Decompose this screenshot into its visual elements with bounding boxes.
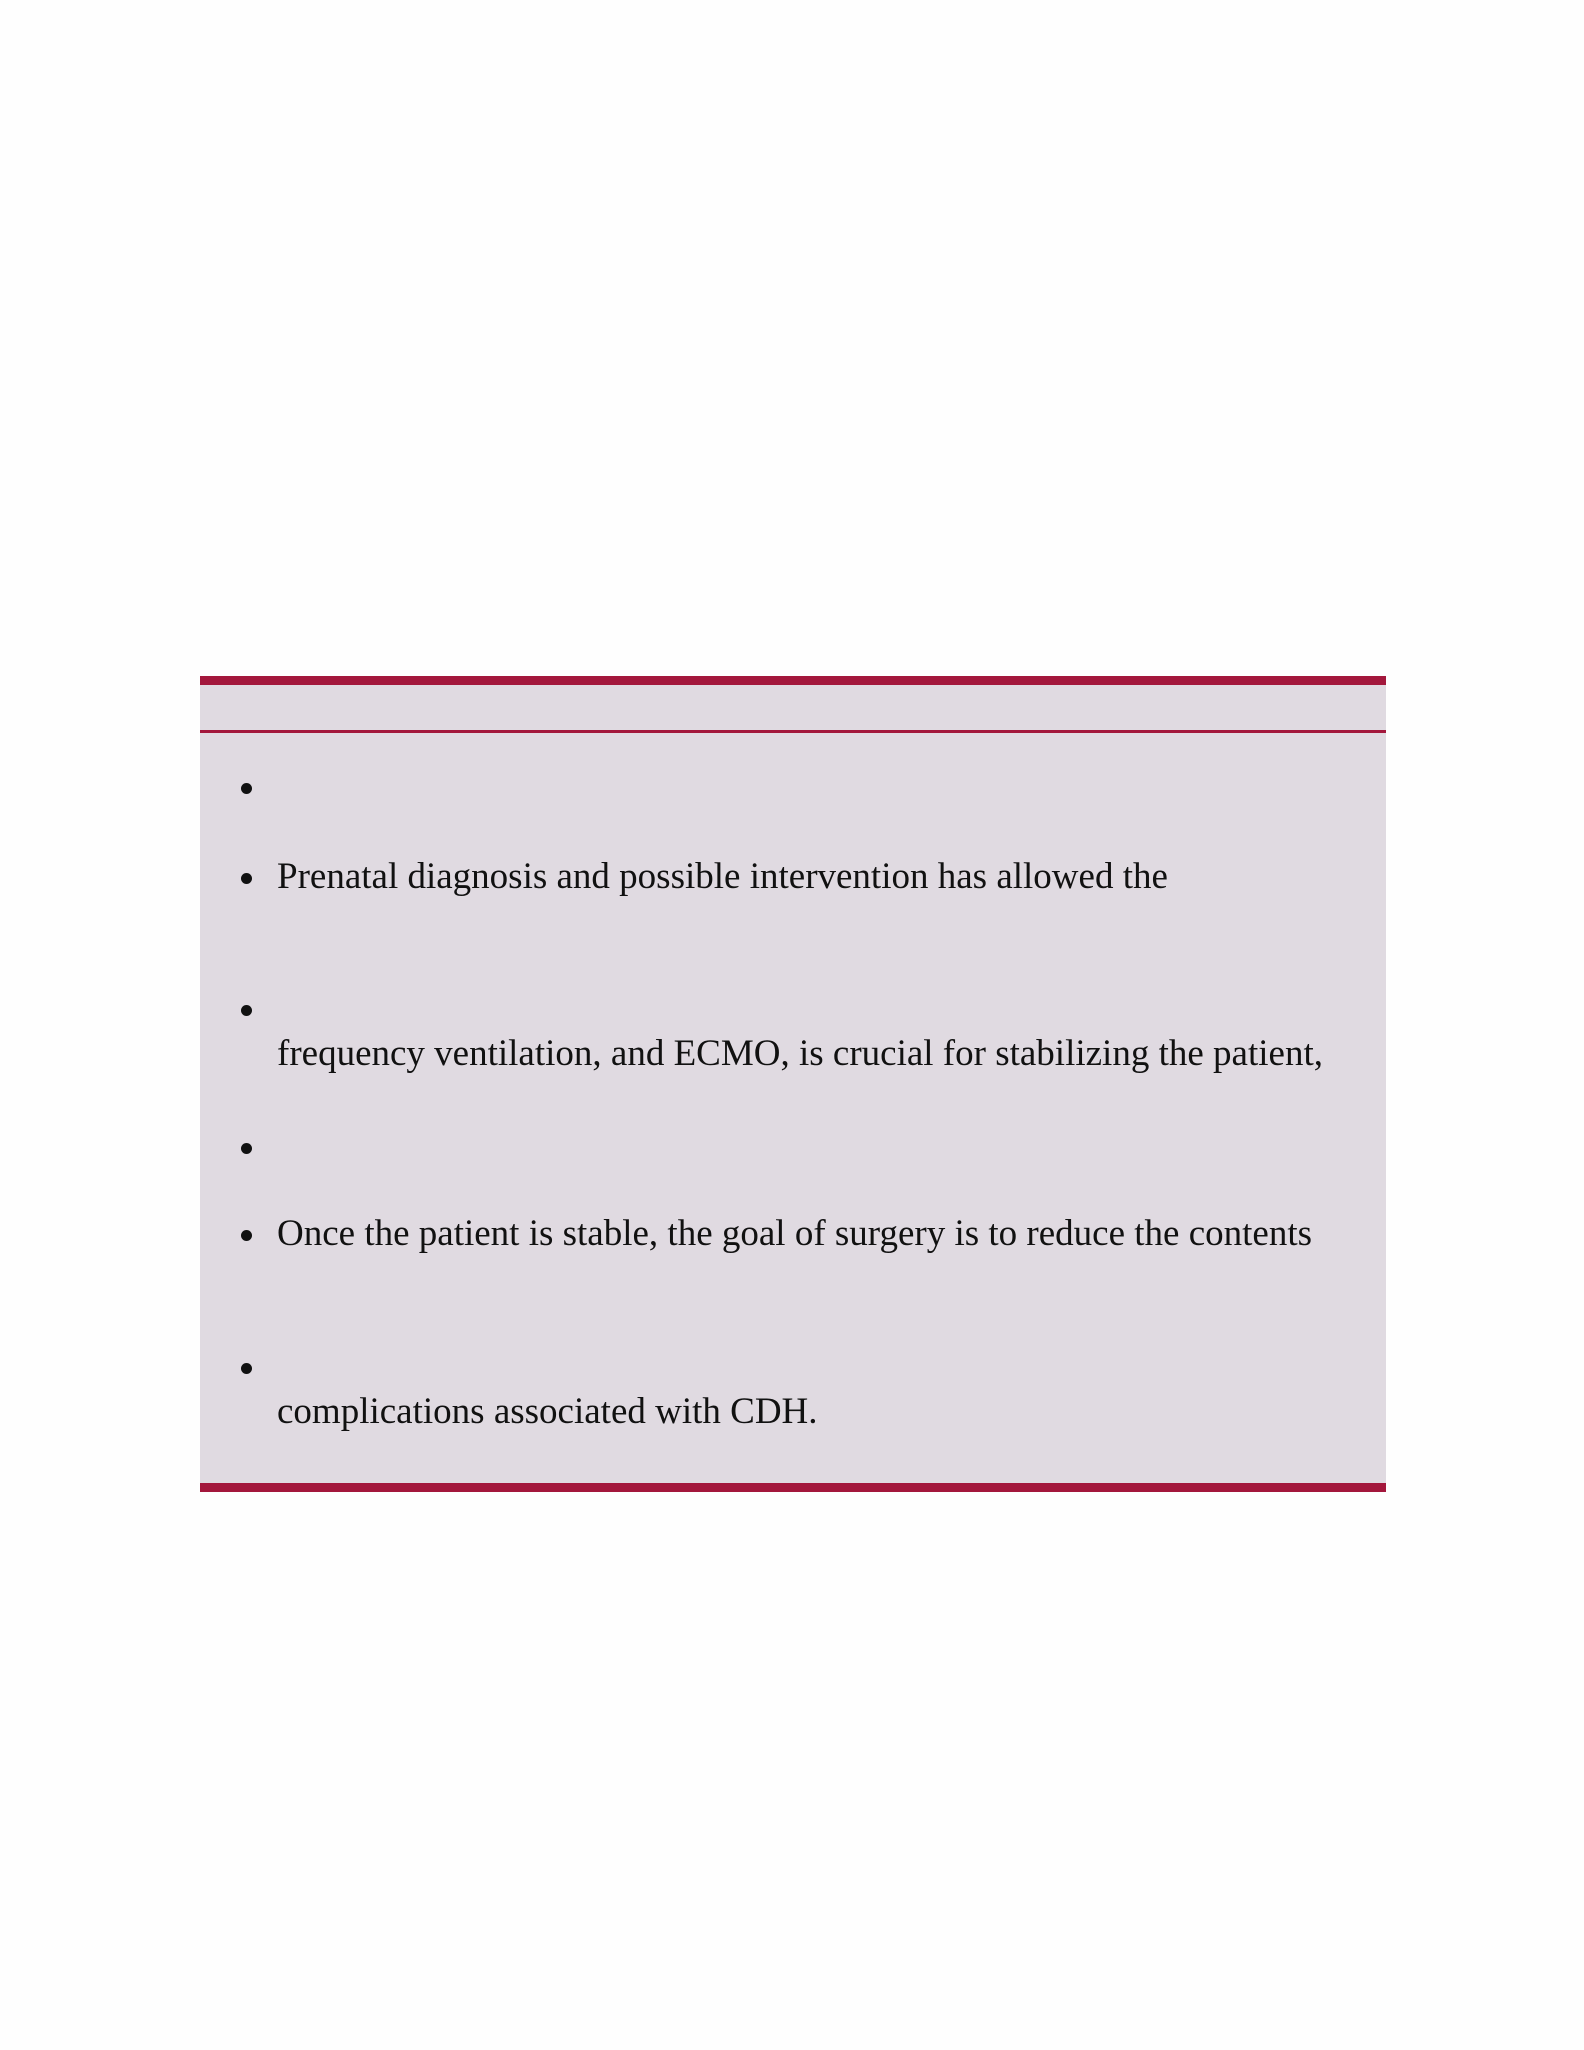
bullet-icon [241,1230,252,1241]
bullet-icon [241,873,252,884]
bullet-icon [241,1363,252,1374]
list-item [200,1127,1386,1167]
list-item [200,1347,1386,1387]
list-item-text: Once the patient is stable, the goal of surgery is to reduce the contents [277,1213,1313,1254]
bullet-icon [241,1005,252,1016]
box-title [200,685,1386,730]
list-item [200,857,1386,897]
continuation-text: frequency ventilation, and ECMO, is crucial for stabilizing the patient, [277,1033,1323,1074]
top-rule [200,676,1386,685]
list-item [200,989,1386,1029]
list-item [200,767,1386,807]
summary-box [200,676,1386,1492]
bottom-rule [200,1483,1386,1492]
bullet-icon [241,1143,252,1154]
list-item-text: Prenatal diagnosis and possible intervention has allowed the [277,856,1168,897]
bullet-list [200,733,1386,1473]
continuation-text: complications associated with CDH. [277,1391,818,1432]
bullet-icon [241,783,252,794]
list-item [200,1214,1386,1254]
